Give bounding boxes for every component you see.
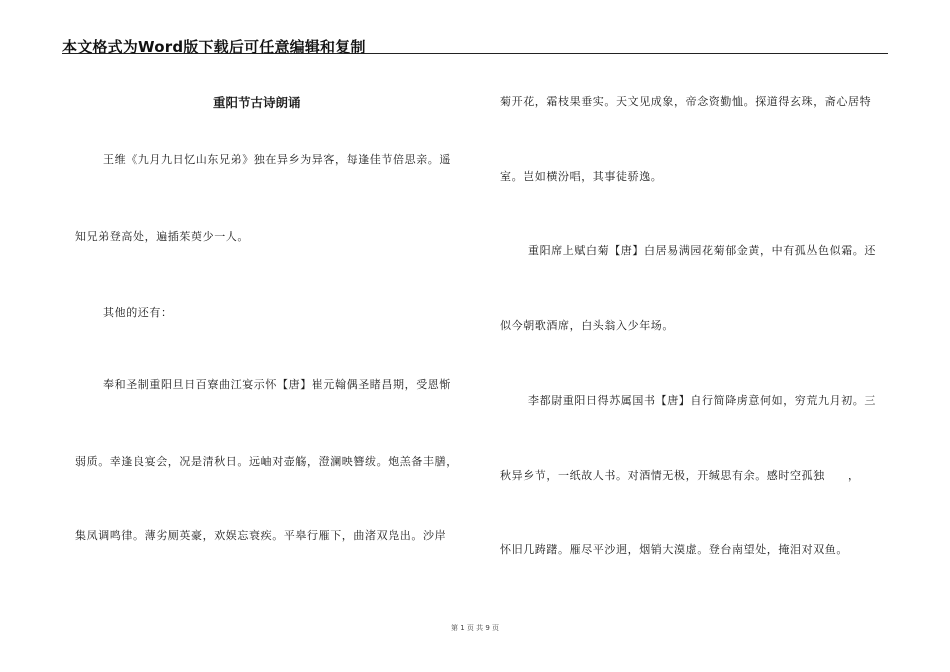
left-line-4: 奉和圣制重阳旦日百寮曲江宴示怀【唐】崔元翰偶圣睹昌期，受恩惭 xyxy=(103,378,451,391)
document-banner: 本文格式为Word版下载后可任意编辑和复制 xyxy=(62,38,366,56)
right-line-5: 李都尉重阳日得苏属国书【唐】自行简降虏意何如，穷荒九月初。三 xyxy=(528,394,876,407)
right-line-2: 室。岂如横汾唱，其事徒骄逸。 xyxy=(500,170,663,183)
right-line-1: 菊开花，霜枝果垂实。天文见成象，帝念资勤恤。探道得玄珠，斋心居特 xyxy=(500,95,872,108)
header-divider xyxy=(62,53,888,54)
right-line-6: 秋异乡节，一纸故人书。对酒情无极，开缄思有余。感时空孤独 ， xyxy=(500,469,860,482)
page-number: 第 1 页 共 9 页 xyxy=(450,624,500,632)
right-line-4: 似今朝歌酒席，白头翁入少年场。 xyxy=(500,319,674,332)
left-line-3: 其他的还有： xyxy=(103,306,173,319)
left-line-5: 弱质。幸逢良宴会，况是清秋日。远岫对壶觞，澄澜映簪绂。炮羔备丰膳， xyxy=(75,455,458,468)
document-title: 重阳节古诗朗诵 xyxy=(213,95,301,110)
left-line-6: 集凤调鸣律。薄劣厕英豪，欢娱忘衰疾。平皋行雁下，曲渚双凫出。沙岸 xyxy=(75,529,447,542)
right-line-3: 重阳席上赋白菊【唐】白居易满园花菊郁金黄，中有孤丛色似霜。还 xyxy=(528,244,876,257)
right-line-7: 怀旧几踌躇。雁尽平沙迥，烟销大漠虚。登台南望处，掩泪对双鱼。 xyxy=(500,543,848,556)
left-line-1: 王维《九月九日忆山东兄弟》独在异乡为异客，每逢佳节倍思亲。遥 xyxy=(103,153,451,166)
left-line-2: 知兄弟登高处，遍插茱萸少一人。 xyxy=(75,230,249,243)
